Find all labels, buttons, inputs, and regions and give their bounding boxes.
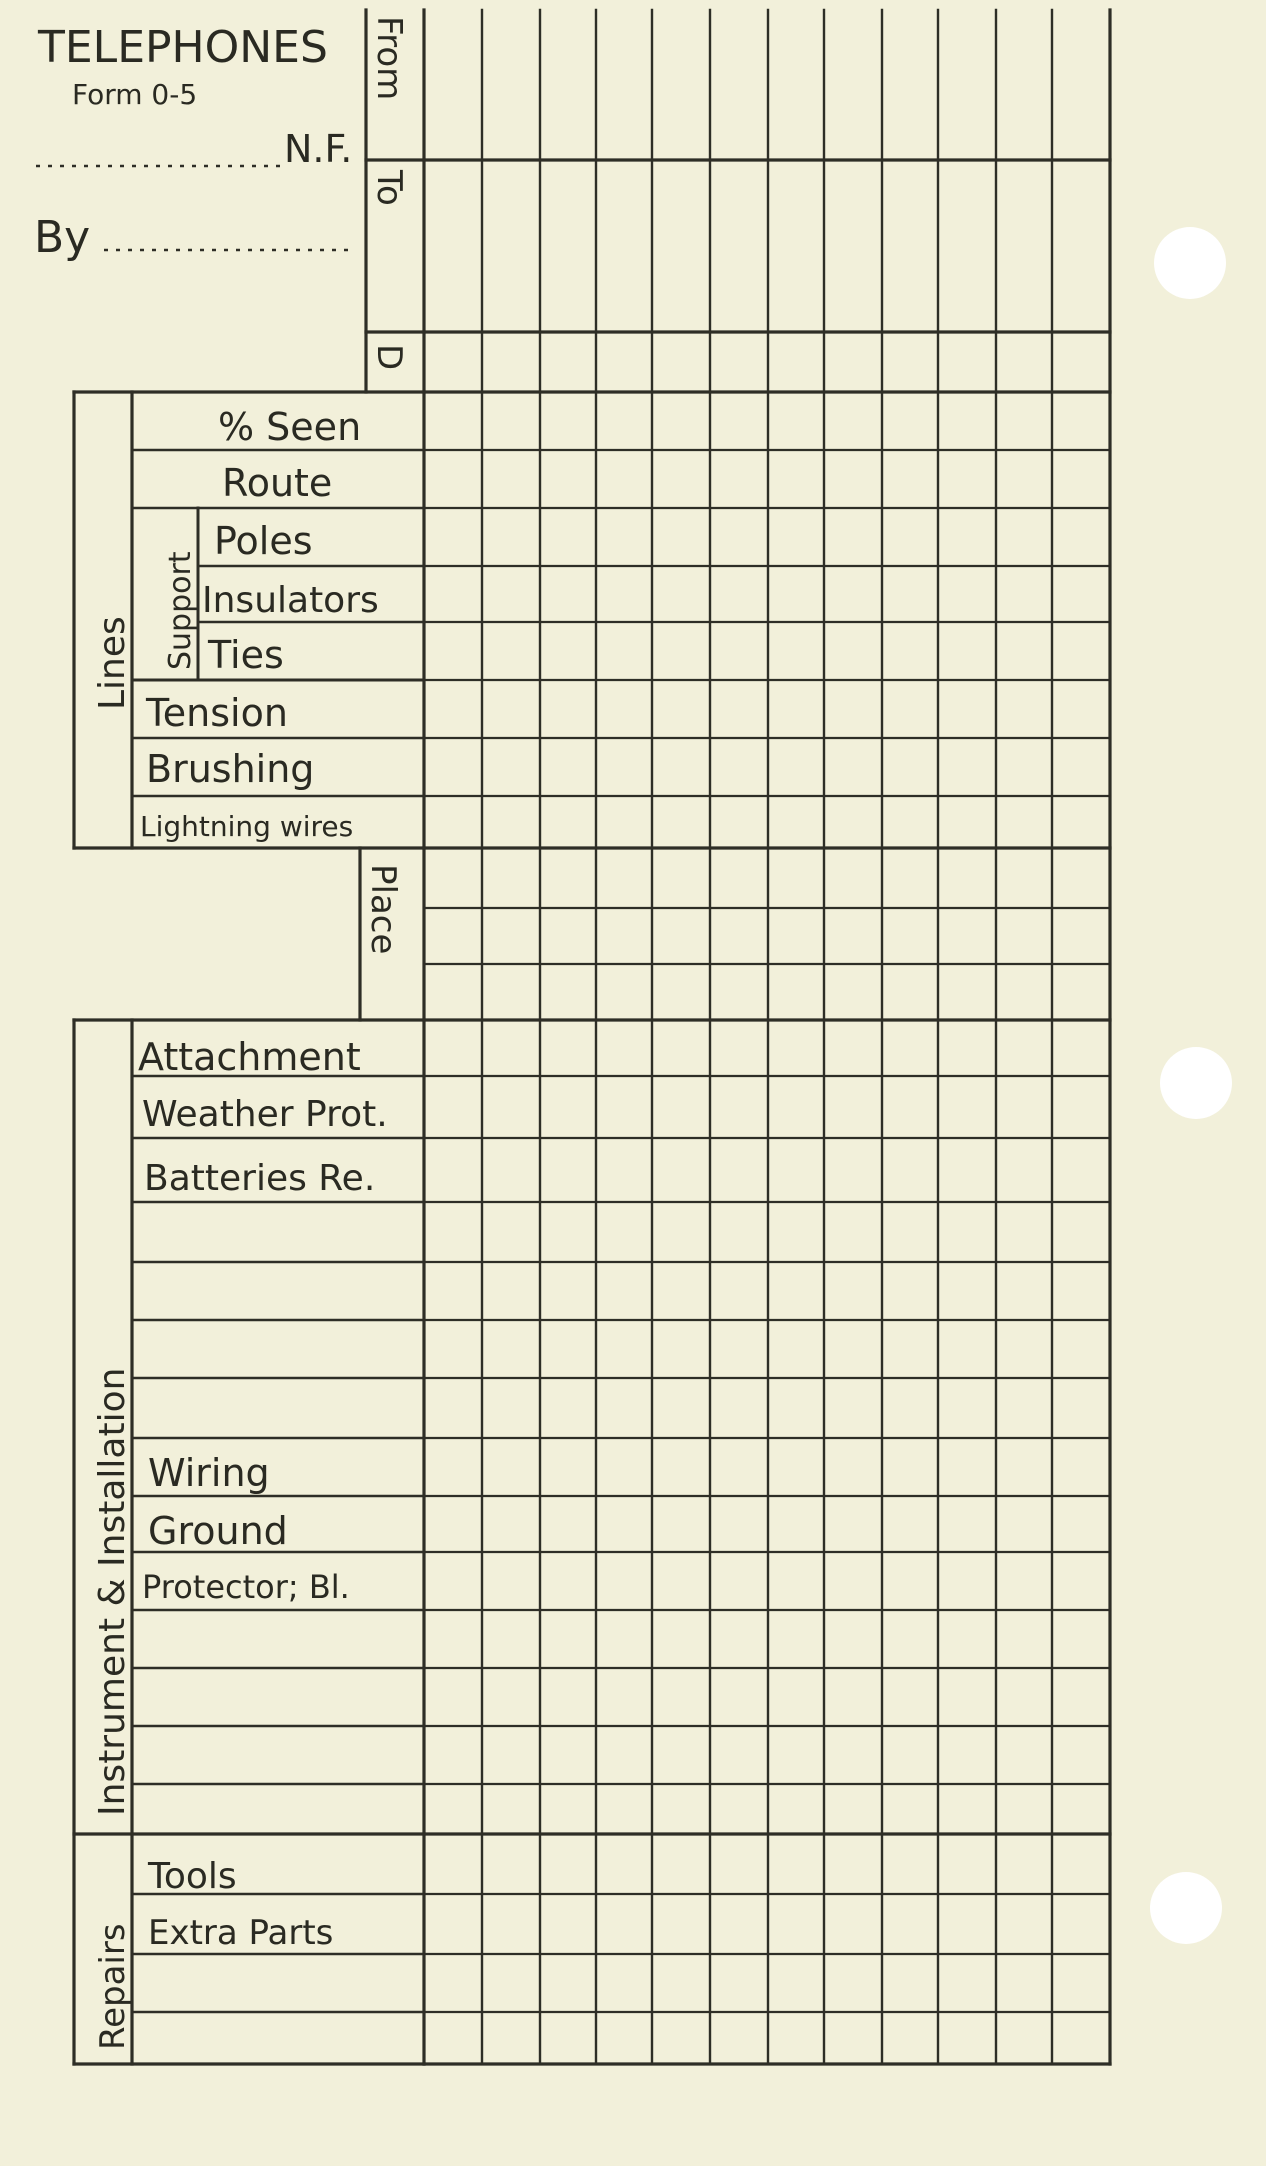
row-label-ground: Ground (148, 1509, 288, 1553)
row-label-insulators: Insulators (202, 580, 379, 621)
binder-hole-middle (1160, 1047, 1232, 1119)
from-column-label: From (369, 16, 409, 101)
row-label-batteries-re: Batteries Re. (144, 1158, 376, 1199)
to-column-label: To (369, 170, 409, 206)
row-label-ties: Ties (208, 633, 284, 677)
row-label-lightning-wires: Lightning wires (140, 810, 354, 843)
row-label-tension: Tension (146, 691, 288, 735)
nf-label: N.F. (284, 127, 353, 171)
repairs-group-label: Repairs (93, 1923, 133, 2050)
row-label-poles: Poles (214, 519, 313, 563)
support-group-label: Support (163, 551, 198, 670)
form-title: TELEPHONES (38, 22, 328, 73)
by-label: By (34, 212, 91, 263)
row-label-tools: Tools (148, 1856, 237, 1897)
row-label-extra-parts: Extra Parts (148, 1913, 334, 1953)
row-label-route: Route (222, 461, 333, 505)
row-label-brushing: Brushing (146, 747, 315, 791)
binder-hole-bottom (1150, 1872, 1222, 1944)
instrument-installation-group-label: Instrument & Installation (92, 1367, 133, 1816)
row-label-attachment: Attachment (138, 1035, 361, 1079)
lines-group-label: Lines (92, 616, 133, 710)
row-label-protector-bl: Protector; Bl. (142, 1568, 350, 1606)
row-label-wiring: Wiring (148, 1451, 270, 1495)
form-number: Form 0-5 (72, 78, 198, 111)
d-column-label: D (369, 344, 409, 371)
place-label: Place (363, 864, 403, 955)
binder-hole-top (1154, 227, 1226, 299)
row-label-weather-prot: Weather Prot. (142, 1094, 388, 1135)
row-label-seen: % Seen (218, 405, 362, 449)
